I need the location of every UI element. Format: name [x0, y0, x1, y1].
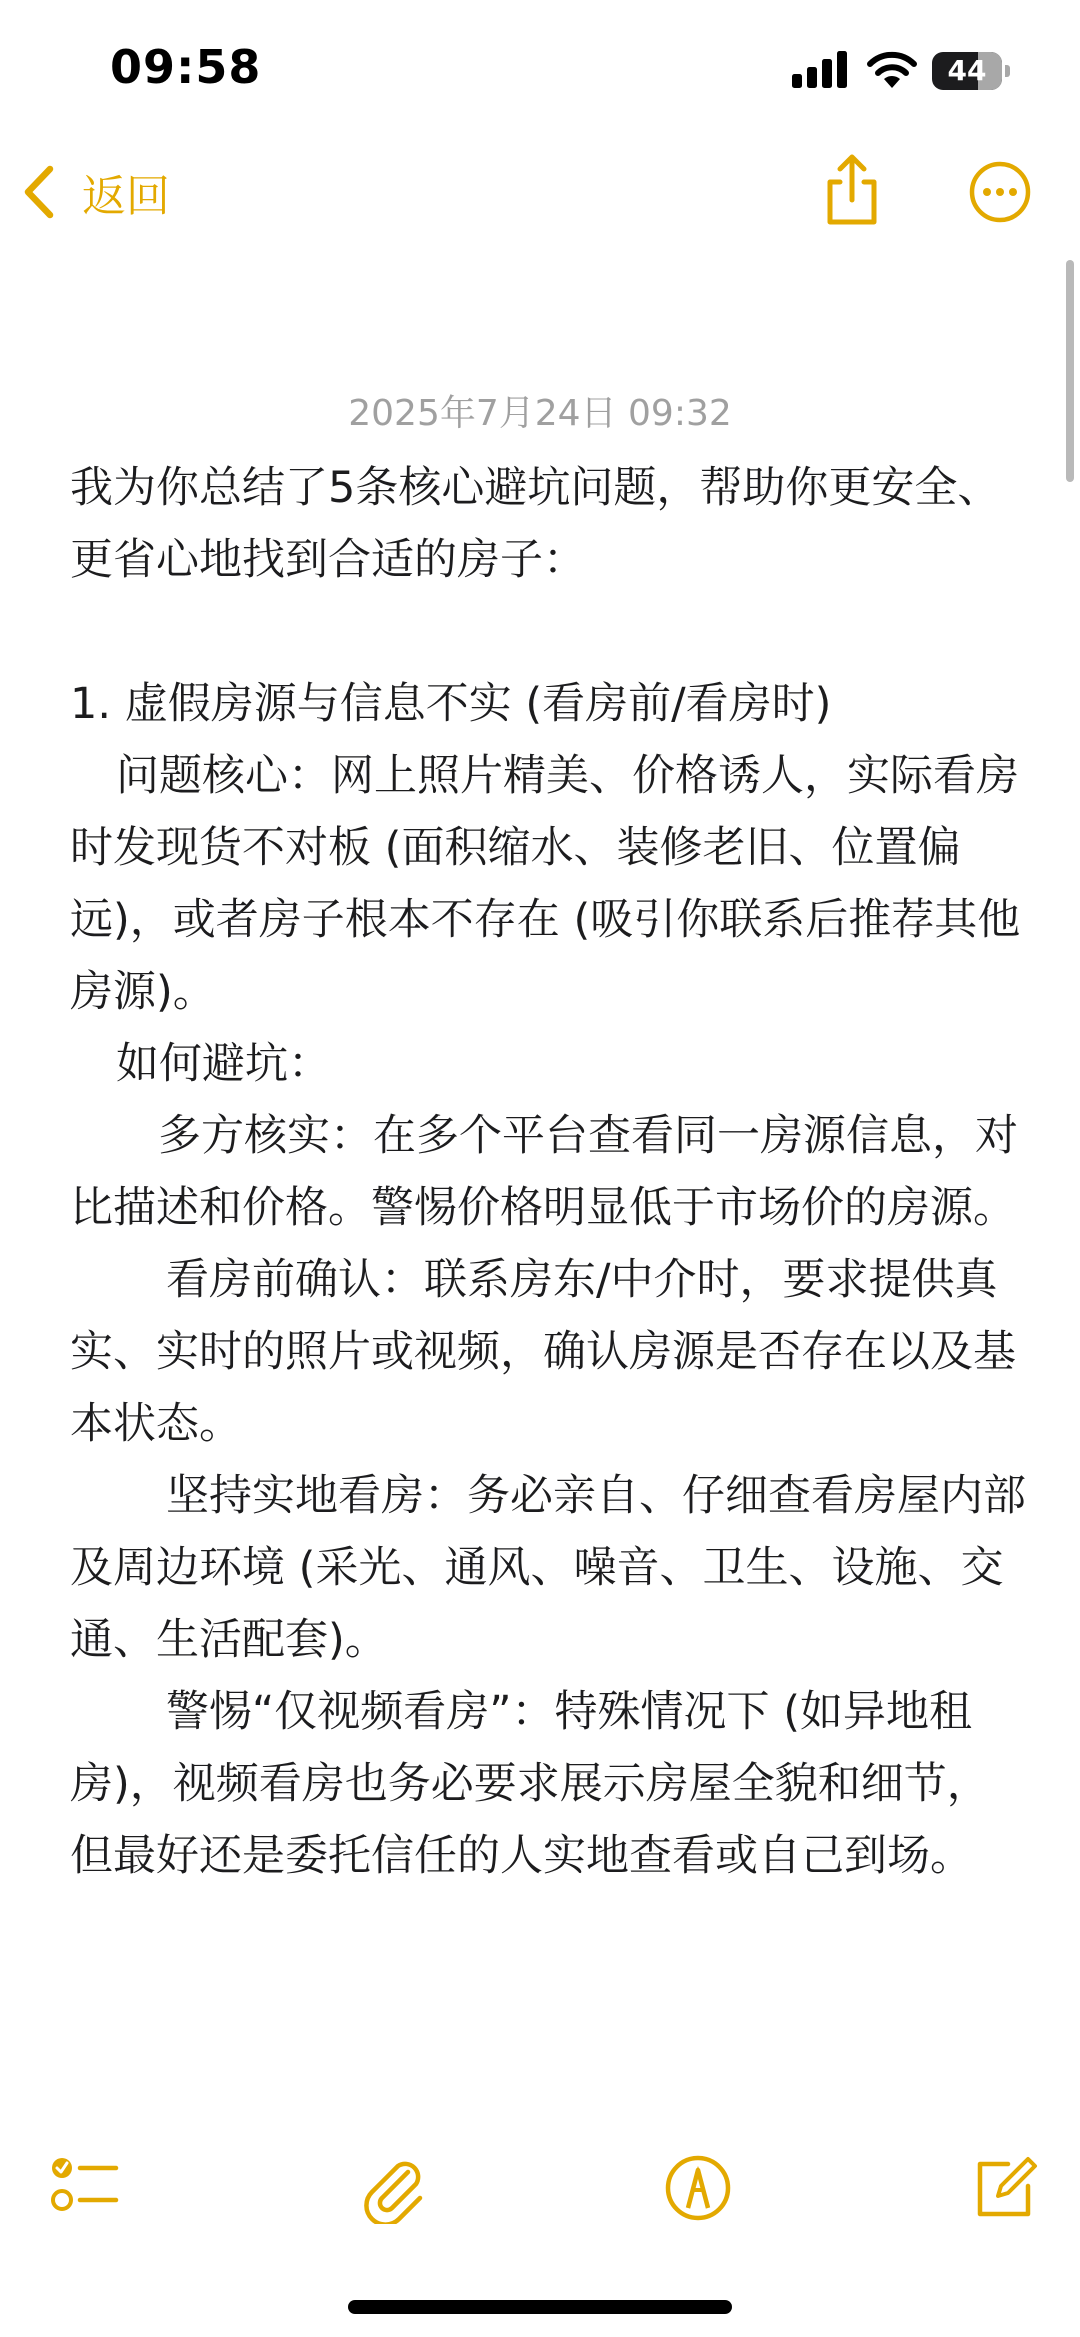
status-bar — [0, 0, 1080, 140]
share-icon[interactable] — [820, 152, 884, 228]
note-paragraph-problem-core: 问题核心：网上照片精美、价格诱人，实际看房时发现货不对板 (面积缩水、装修老旧、位置偏远)，或者房子根本不存在 (吸引你联系后推荐其他房源)。 — [70, 751, 1021, 1017]
more-icon[interactable] — [968, 160, 1032, 224]
chevron-left-icon — [20, 163, 60, 221]
note-blank-line — [70, 596, 1030, 668]
note-body[interactable] — [70, 452, 1030, 1892]
wifi-icon — [866, 50, 918, 90]
status-time: 09:58 — [110, 40, 262, 94]
note-tip-onsite-viewing: 坚持实地看房：务必亲自、仔细查看房屋内部及周边环境 (采光、通风、噪音、卫生、设施、交通、生活配套)。 — [70, 1471, 1026, 1665]
note-tip-verify-sources: 多方核实：在多个平台查看同一房源信息，对比描述和价格。警惕价格明显低于市场价的房源。 — [70, 1111, 1018, 1233]
checklist-icon[interactable] — [48, 2152, 120, 2224]
battery-body — [932, 52, 1002, 90]
back-button[interactable] — [20, 160, 170, 224]
battery-cap — [1005, 65, 1010, 77]
battery-level: 44 — [947, 54, 987, 87]
compose-icon[interactable] — [968, 2152, 1040, 2224]
battery-icon — [932, 52, 1012, 90]
cellular-signal-icon — [792, 50, 848, 90]
note-tip-confirm-before-viewing: 看房前确认：联系房东/中介时，要求提供真实、实时的照片或视频，确认房源是否存在以及基本状态。 — [70, 1255, 1016, 1449]
markup-pen-icon[interactable] — [662, 2152, 734, 2224]
note-paragraph-how-to-avoid: 如何避坑： — [116, 1039, 331, 1089]
note-tip-video-only-warning: 警惕“仅视频看房”：特殊情况下 (如异地租房)，视频看房也务必要求展示房屋全貌和细节，但最好还是委托信任的人实地查看或自己到场。 — [70, 1687, 990, 1881]
note-date: 2025年7月24日 09:32 — [348, 393, 732, 434]
home-indicator[interactable] — [348, 2300, 732, 2314]
paperclip-icon[interactable] — [356, 2152, 428, 2224]
note-heading-1: 1. 虚假房源与信息不实 (看房前/看房时) — [70, 679, 832, 729]
back-label: 返回 — [82, 171, 170, 222]
note-paragraph-intro: 我为你总结了5条核心避坑问题，帮助你更安全、更省心地找到合适的房子： — [70, 463, 1001, 585]
scroll-indicator[interactable] — [1066, 260, 1074, 482]
